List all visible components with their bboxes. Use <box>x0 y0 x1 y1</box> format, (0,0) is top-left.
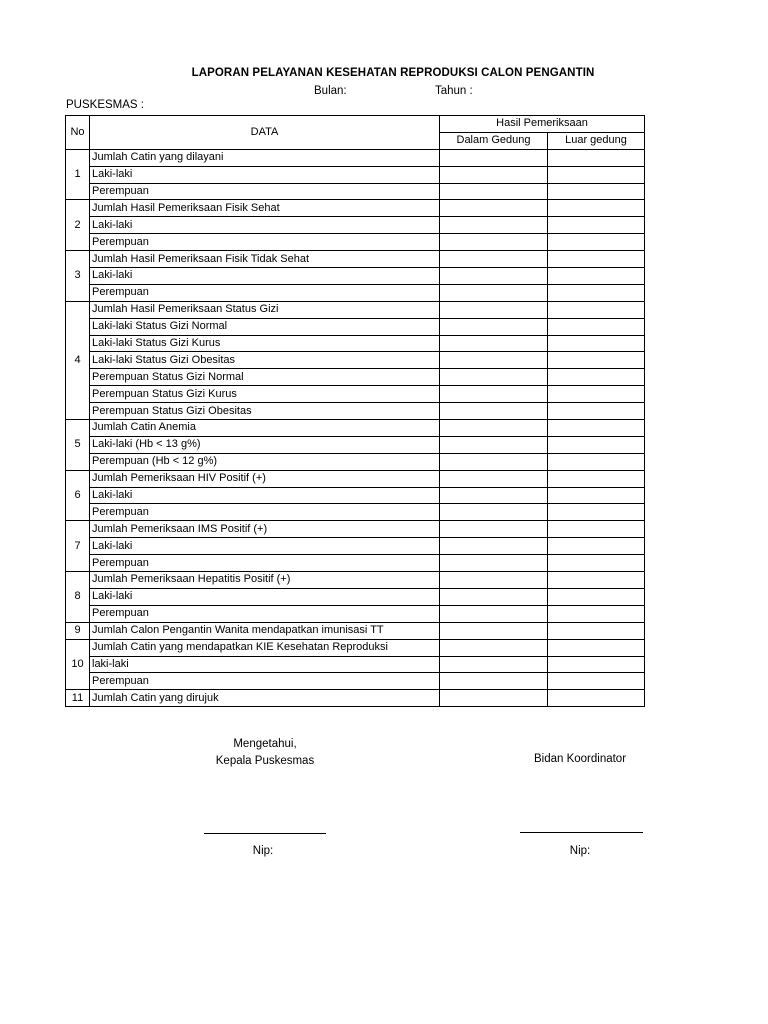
luar-gedung-cell[interactable] <box>548 352 645 369</box>
dalam-gedung-cell[interactable] <box>440 166 548 183</box>
row-number: 5 <box>66 420 90 471</box>
luar-gedung-cell[interactable] <box>548 268 645 285</box>
table-row <box>66 268 645 285</box>
dalam-gedung-cell[interactable] <box>440 470 548 487</box>
col-hasil-header: Hasil Pemeriksaan <box>440 116 645 133</box>
row-label: Perempuan <box>90 555 440 572</box>
dalam-gedung-cell[interactable] <box>440 301 548 318</box>
row-label: Perempuan <box>90 504 440 521</box>
luar-gedung-cell[interactable] <box>548 622 645 639</box>
luar-gedung-cell[interactable] <box>548 673 645 690</box>
dalam-gedung-cell[interactable] <box>440 639 548 656</box>
row-number: 1 <box>66 149 90 200</box>
dalam-gedung-cell[interactable] <box>440 673 548 690</box>
col-no-header: No <box>66 116 90 150</box>
table-row <box>66 639 645 656</box>
table-row <box>66 656 645 673</box>
luar-gedung-cell[interactable] <box>548 335 645 352</box>
table-row <box>66 521 645 538</box>
table-row <box>66 538 645 555</box>
luar-gedung-cell[interactable] <box>548 436 645 453</box>
row-label: Perempuan <box>90 284 440 301</box>
luar-gedung-cell[interactable] <box>548 656 645 673</box>
dalam-gedung-cell[interactable] <box>440 386 548 403</box>
dalam-gedung-cell[interactable] <box>440 487 548 504</box>
table-row <box>66 504 645 521</box>
luar-gedung-cell[interactable] <box>548 487 645 504</box>
luar-gedung-cell[interactable] <box>548 386 645 403</box>
dalam-gedung-cell[interactable] <box>440 183 548 200</box>
row-number: 9 <box>66 622 90 639</box>
table-row <box>66 605 645 622</box>
table-row <box>66 301 645 318</box>
tahun-label: Tahun : <box>435 85 473 97</box>
row-label: Jumlah Pemeriksaan IMS Positif (+) <box>90 521 440 538</box>
luar-gedung-cell[interactable] <box>548 200 645 217</box>
row-number: 8 <box>66 572 90 623</box>
row-label: Laki-laki <box>90 268 440 285</box>
luar-gedung-cell[interactable] <box>548 538 645 555</box>
bidan-koordinator-label: Bidan Koordinator <box>533 753 627 765</box>
dalam-gedung-cell[interactable] <box>440 200 548 217</box>
row-label: Laki-laki Status Gizi Obesitas <box>90 352 440 369</box>
row-label: Perempuan (Hb < 12 g%) <box>90 453 440 470</box>
dalam-gedung-cell[interactable] <box>440 572 548 589</box>
row-label: Laki-laki <box>90 166 440 183</box>
table-row <box>66 690 645 707</box>
luar-gedung-cell[interactable] <box>548 420 645 437</box>
row-label: Perempuan <box>90 605 440 622</box>
dalam-gedung-cell[interactable] <box>440 369 548 386</box>
row-number: 6 <box>66 470 90 521</box>
table-row <box>66 318 645 335</box>
row-label: Jumlah Hasil Pemeriksaan Status Gizi <box>90 301 440 318</box>
luar-gedung-cell[interactable] <box>548 217 645 234</box>
table-row <box>66 386 645 403</box>
dalam-gedung-cell[interactable] <box>440 605 548 622</box>
row-number: 3 <box>66 251 90 302</box>
table-row <box>66 403 645 420</box>
row-label: Laki-laki <box>90 588 440 605</box>
dalam-gedung-cell[interactable] <box>440 453 548 470</box>
row-label: Perempuan Status Gizi Kurus <box>90 386 440 403</box>
table-row <box>66 369 645 386</box>
dalam-gedung-cell[interactable] <box>440 403 548 420</box>
dalam-gedung-cell[interactable] <box>440 588 548 605</box>
luar-gedung-cell[interactable] <box>548 234 645 251</box>
row-number: 10 <box>66 639 90 690</box>
dalam-gedung-cell[interactable] <box>440 504 548 521</box>
left-nip-label: Nip: <box>252 845 274 857</box>
table-row <box>66 673 645 690</box>
table-row <box>66 555 645 572</box>
table-row <box>66 251 645 268</box>
table-row <box>66 420 645 437</box>
dalam-gedung-cell[interactable] <box>440 436 548 453</box>
luar-gedung-cell[interactable] <box>548 605 645 622</box>
dalam-gedung-cell[interactable] <box>440 149 548 166</box>
row-label: Jumlah Catin yang dirujuk <box>90 690 440 707</box>
col-dalam-gedung-header: Dalam Gedung <box>440 132 548 149</box>
mengetahui-label: Mengetahui, <box>233 738 297 750</box>
luar-gedung-cell[interactable] <box>548 504 645 521</box>
row-label: Laki-laki <box>90 487 440 504</box>
luar-gedung-cell[interactable] <box>548 301 645 318</box>
dalam-gedung-cell[interactable] <box>440 622 548 639</box>
table-row <box>66 335 645 352</box>
dalam-gedung-cell[interactable] <box>440 234 548 251</box>
row-number: 2 <box>66 200 90 251</box>
table-row <box>66 234 645 251</box>
dalam-gedung-cell[interactable] <box>440 318 548 335</box>
col-data-header: DATA <box>90 116 440 150</box>
luar-gedung-cell[interactable] <box>548 453 645 470</box>
luar-gedung-cell[interactable] <box>548 470 645 487</box>
row-label: Jumlah Catin yang mendapatkan KIE Kesehatan Reproduksi <box>90 639 440 656</box>
table-row <box>66 588 645 605</box>
luar-gedung-cell[interactable] <box>548 183 645 200</box>
dalam-gedung-cell[interactable] <box>440 268 548 285</box>
table-row <box>66 352 645 369</box>
kepala-puskesmas-label: Kepala Puskesmas <box>215 755 315 767</box>
row-label: Laki-laki (Hb < 13 g%) <box>90 436 440 453</box>
luar-gedung-cell[interactable] <box>548 369 645 386</box>
dalam-gedung-cell[interactable] <box>440 656 548 673</box>
row-label: laki-laki <box>90 656 440 673</box>
luar-gedung-cell[interactable] <box>548 572 645 589</box>
row-label: Perempuan Status Gizi Obesitas <box>90 403 440 420</box>
row-label: Jumlah Catin yang dilayani <box>90 149 440 166</box>
dalam-gedung-cell[interactable] <box>440 538 548 555</box>
luar-gedung-cell[interactable] <box>548 284 645 301</box>
luar-gedung-cell[interactable] <box>548 521 645 538</box>
row-number: 4 <box>66 301 90 419</box>
luar-gedung-cell[interactable] <box>548 149 645 166</box>
right-nip-label: Nip: <box>569 845 591 857</box>
dalam-gedung-cell[interactable] <box>440 284 548 301</box>
row-number: 11 <box>66 690 90 707</box>
table-row <box>66 200 645 217</box>
row-label: Perempuan Status Gizi Normal <box>90 369 440 386</box>
left-signature-line <box>204 833 326 834</box>
dalam-gedung-cell[interactable] <box>440 555 548 572</box>
luar-gedung-cell[interactable] <box>548 251 645 268</box>
table-row <box>66 572 645 589</box>
row-label: Laki-laki Status Gizi Kurus <box>90 335 440 352</box>
dalam-gedung-cell[interactable] <box>440 420 548 437</box>
luar-gedung-cell[interactable] <box>548 639 645 656</box>
row-label: Perempuan <box>90 234 440 251</box>
table-row <box>66 487 645 504</box>
row-label: Jumlah Catin Anemia <box>90 420 440 437</box>
row-label: Laki-laki Status Gizi Normal <box>90 318 440 335</box>
dalam-gedung-cell[interactable] <box>440 251 548 268</box>
table-row <box>66 183 645 200</box>
row-label: Jumlah Hasil Pemeriksaan Fisik Sehat <box>90 200 440 217</box>
table-row <box>66 284 645 301</box>
row-label: Perempuan <box>90 183 440 200</box>
table-row <box>66 622 645 639</box>
luar-gedung-cell[interactable] <box>548 166 645 183</box>
table-row <box>66 166 645 183</box>
luar-gedung-cell[interactable] <box>548 555 645 572</box>
table-row <box>66 453 645 470</box>
dalam-gedung-cell[interactable] <box>440 352 548 369</box>
row-number: 7 <box>66 521 90 572</box>
luar-gedung-cell[interactable] <box>548 588 645 605</box>
table-row <box>66 217 645 234</box>
row-label: Jumlah Pemeriksaan HIV Positif (+) <box>90 470 440 487</box>
row-label: Laki-laki <box>90 538 440 555</box>
row-label: Jumlah Pemeriksaan Hepatitis Positif (+) <box>90 572 440 589</box>
table-row <box>66 436 645 453</box>
bulan-label: Bulan: <box>314 85 347 97</box>
dalam-gedung-cell[interactable] <box>440 690 548 707</box>
puskesmas-label: PUSKESMAS : <box>66 99 144 111</box>
row-label: Jumlah Calon Pengantin Wanita mendapatkan imunisasi TT <box>90 622 440 639</box>
luar-gedung-cell[interactable] <box>548 690 645 707</box>
luar-gedung-cell[interactable] <box>548 318 645 335</box>
row-label: Laki-laki <box>90 217 440 234</box>
row-label: Perempuan <box>90 673 440 690</box>
right-signature-line <box>520 832 643 833</box>
row-label: Jumlah Hasil Pemeriksaan Fisik Tidak Sehat <box>90 251 440 268</box>
col-luar-gedung-header: Luar gedung <box>548 132 645 149</box>
luar-gedung-cell[interactable] <box>548 403 645 420</box>
dalam-gedung-cell[interactable] <box>440 217 548 234</box>
report-table <box>65 115 645 707</box>
dalam-gedung-cell[interactable] <box>440 521 548 538</box>
report-title: LAPORAN PELAYANAN KESEHATAN REPRODUKSI CALON PENGANTIN <box>191 67 595 79</box>
report-body <box>66 149 645 706</box>
table-row <box>66 149 645 166</box>
dalam-gedung-cell[interactable] <box>440 335 548 352</box>
table-row <box>66 470 645 487</box>
